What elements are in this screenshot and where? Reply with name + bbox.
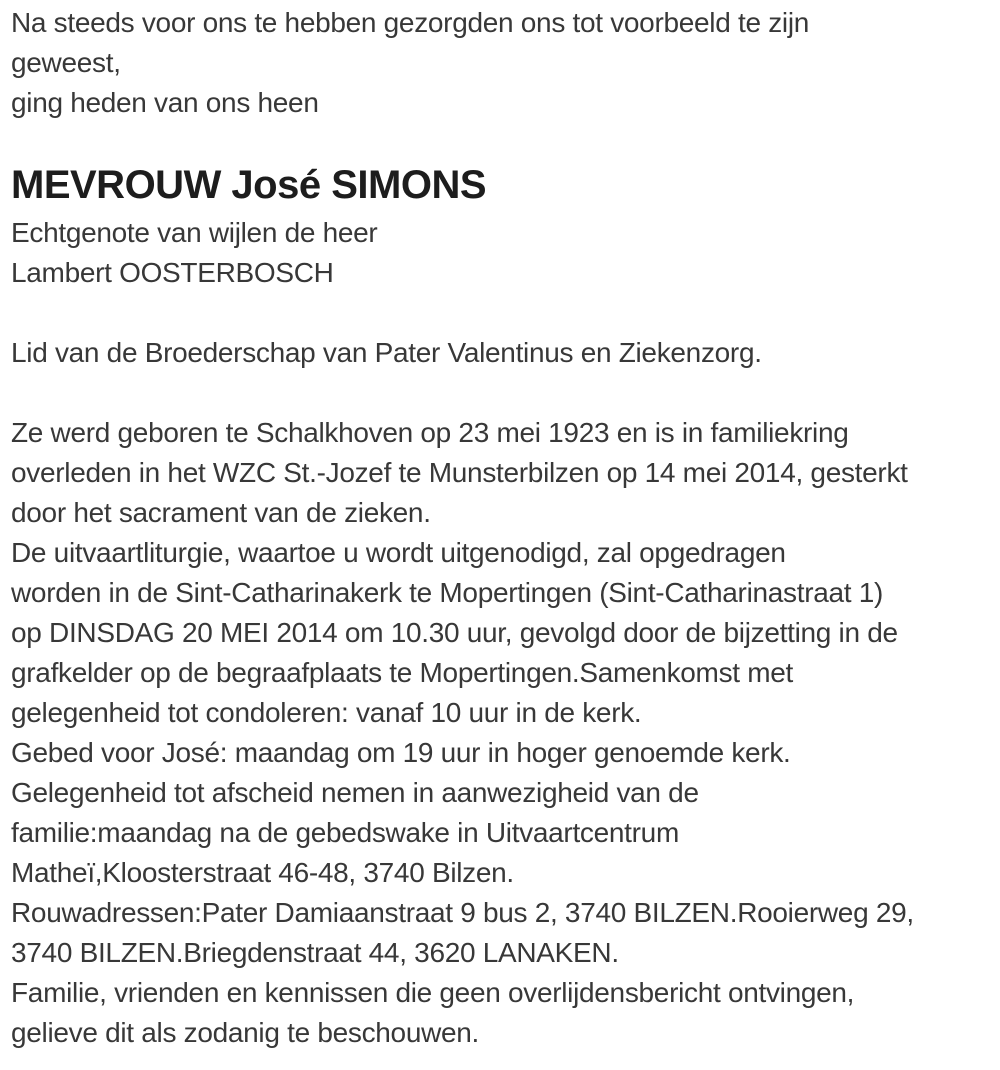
announcement-line: Matheï,Kloosterstraat 46-48, 3740 Bilzen.: [11, 857, 514, 888]
announcement-line: Gebed voor José: maandag om 19 uur in hoger genoemde kerk.: [11, 737, 791, 768]
intro-line: ging heden van ons heen: [11, 87, 319, 118]
intro-line: geweest,: [11, 47, 121, 78]
announcement-line: worden in de Sint-Catharinakerk te Mopertingen (Sint-Catharinastraat 1): [11, 577, 884, 608]
announcement-paragraph: [11, 413, 996, 1053]
announcement-line: op DINSDAG 20 MEI 2014 om 10.30 uur, gevolgd door de bijzetting in de: [11, 617, 898, 648]
intro-paragraph: [11, 3, 996, 123]
blank-line: [11, 373, 996, 413]
announcement-line: Rouwadressen:Pater Damiaanstraat 9 bus 2, 3740 BILZEN.Rooierweg 29,: [11, 897, 914, 928]
intro-line: Na steeds voor ons te hebben gezorgden ons tot voorbeeld te zijn: [11, 7, 810, 38]
announcement-line: 3740 BILZEN.Briegdenstraat 44, 3620 LANAKEN.: [11, 937, 619, 968]
announcement-line: overleden in het WZC St.-Jozef te Munsterbilzen op 14 mei 2014, gesterkt: [11, 457, 908, 488]
spouse-intro-line: Echtgenote van wijlen de heer: [11, 217, 378, 248]
relation-paragraph: [11, 213, 996, 293]
deceased-name-heading: MEVROUW José SIMONS: [11, 163, 487, 207]
announcement-line: gelegenheid tot condoleren: vanaf 10 uur in de kerk.: [11, 697, 642, 728]
membership-line: Lid van de Broederschap van Pater Valentinus en Ziekenzorg.: [11, 337, 762, 368]
announcement-line: door het sacrament van de zieken.: [11, 497, 431, 528]
announcement-line: gelieve dit als zodanig te beschouwen.: [11, 1017, 480, 1048]
announcement-line: Familie, vrienden en kennissen die geen overlijdensbericht ontvingen,: [11, 977, 855, 1008]
announcement-line: grafkelder op de begraafplaats te Mopertingen.Samenkomst met: [11, 657, 794, 688]
announcement-line: De uitvaartliturgie, waartoe u wordt uitgenodigd, zal opgedragen: [11, 537, 786, 568]
spouse-name-line: Lambert OOSTERBOSCH: [11, 257, 334, 288]
blank-line: [11, 293, 996, 333]
announcement-line: Gelegenheid tot afscheid nemen in aanwezigheid van de: [11, 777, 699, 808]
announcement-line: Ze werd geboren te Schalkhoven op 23 mei 1923 en is in familiekring: [11, 417, 849, 448]
announcement-line: familie:maandag na de gebedswake in Uitvaartcentrum: [11, 817, 679, 848]
